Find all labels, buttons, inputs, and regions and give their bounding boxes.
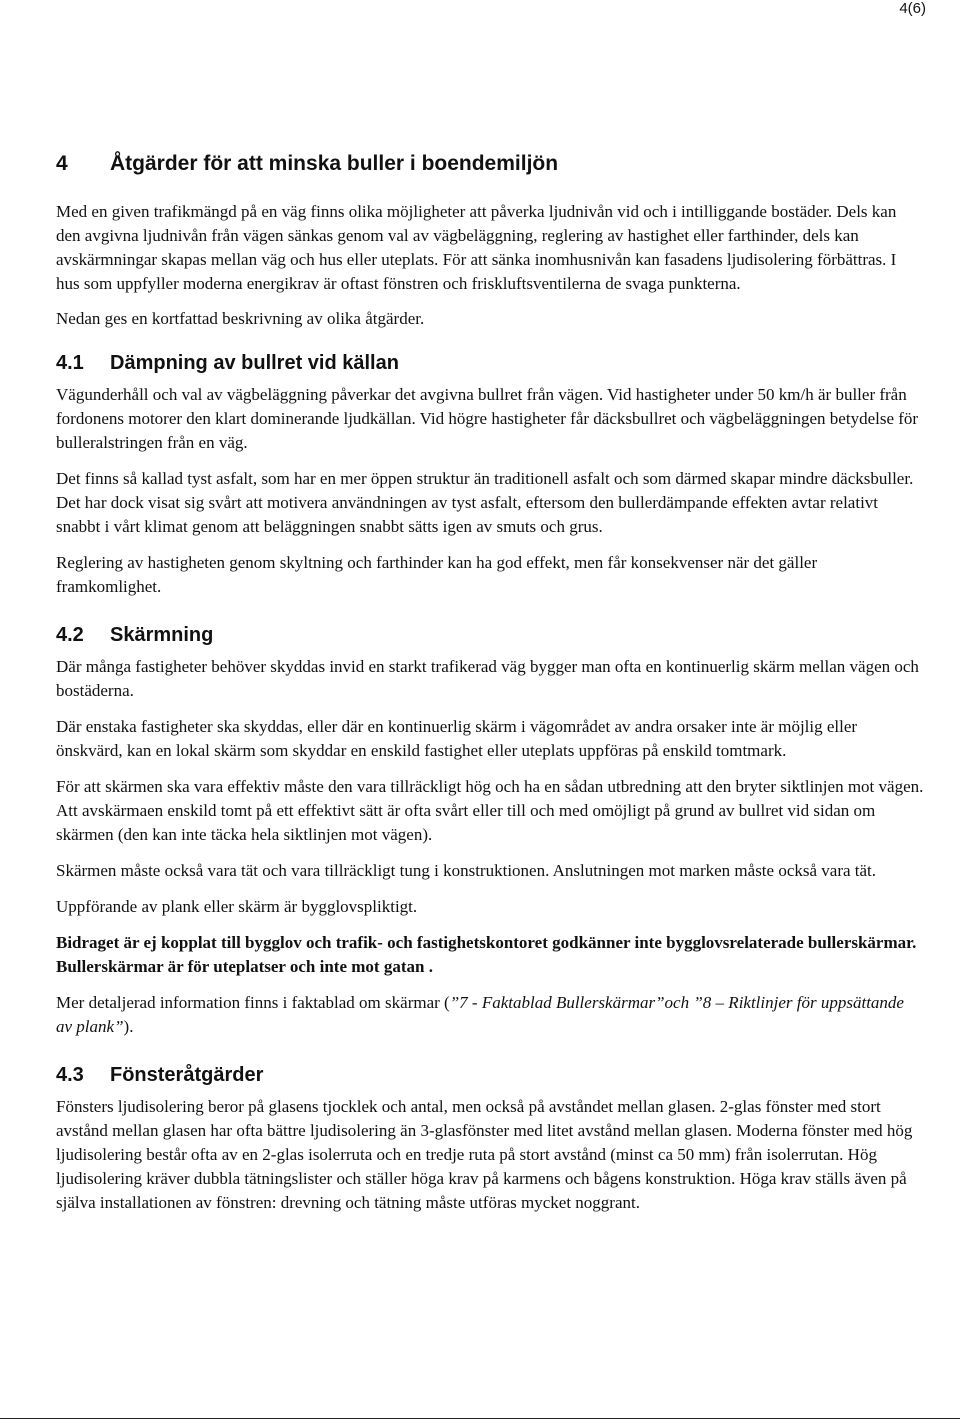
section-4-2-number: 4.2: [56, 624, 84, 646]
section-4-2-paragraph-6-bold: Bidraget är ej kopplat till bygglov och trafik- och fastighetskontoret godkänner inte bygglovsrelaterade bullerskärmar. Bullerskärmar är för uteplatser och inte mot gatan .: [56, 933, 917, 976]
document-body: [56, 150, 924, 1215]
section-4-1-number: 4.1: [56, 352, 84, 374]
faktablad-reference-prefix: Mer detaljerad information finns i faktablad om skärmar (: [56, 993, 450, 1012]
section-4-title: Åtgärder för att minska buller i boendemiljön: [110, 152, 559, 175]
section-4-2-title: Skärmning: [110, 624, 214, 646]
section-4-3-title: Fönsteråtgärder: [110, 1064, 264, 1086]
section-4-1-title: Dämpning av bullret vid källan: [110, 352, 399, 374]
section-4-paragraph-1: Med en given trafikmängd på en väg finns olika möjligheter att påverka ljudnivån vid och i intilliggande bostäder. Dels kan den avgivna ljudnivån från vägen sänkas genom val av vägbeläggning, reglering av hastighet eller farthinder, dels kan avskärmningar skapas mellan väg och hus eller uteplats. För att sänka inomhusnivån kan fasadens ljudisolering förbättras. I hus som uppfyller moderna energikrav är oftast fönstren och friskluftsventilerna de svaga punkterna.: [56, 202, 897, 293]
section-4-1-heading: [56, 349, 924, 377]
section-4-number: 4: [56, 152, 68, 175]
section-4-2-paragraph-5: Uppförande av plank eller skärm är bygglovspliktigt.: [56, 897, 418, 916]
faktablad-reference-suffix: ).: [123, 1017, 134, 1036]
section-4-3-number: 4.3: [56, 1064, 84, 1086]
section-4-2-paragraph-4: Skärmen måste också vara tät och vara tillräckligt tung i konstruktionen. Anslutningen mot marken måste också vara tät.: [56, 861, 877, 880]
section-4-3-heading: [56, 1061, 924, 1089]
section-4-heading: [56, 150, 924, 178]
section-4-paragraph-2: Nedan ges en kortfattad beskrivning av olika åtgärder.: [56, 309, 425, 328]
section-4-2-paragraph-7: [56, 991, 924, 1039]
section-4-1-paragraph-3: Reglering av hastigheten genom skyltning och farthinder kan ha god effekt, men får konsekvenser när det gäller framkomlighet.: [56, 553, 818, 596]
section-4-2-heading: [56, 621, 924, 649]
section-4-1-paragraph-1: Vägunderhåll och val av vägbeläggning påverkar det avgivna bullret från vägen. Vid hastigheter under 50 km/h är buller från fordonens motorer den klart dominerande ljudkällan. Vid högre hastigheter får däcksbullret och vägbeläggningen betydelse för bulleralstringen från en väg.: [56, 385, 919, 452]
faktablad-reference-titles: ”7 - Faktablad Bullerskärmar”och ”8 – Riktlinjer för uppsättande av plank”: [56, 993, 904, 1036]
section-4-2-paragraph-2: Där enstaka fastigheter ska skyddas, eller där en kontinuerlig skärm i vägområdet av andra orsaker inte är möjlig eller önskvärd, kan en lokal skärm som skyddar en enskild fastighet eller uteplats uppföras på enskild tomtmark.: [56, 717, 858, 760]
page-number: 4(6): [899, 0, 926, 17]
section-4-3-paragraph-1: Fönsters ljudisolering beror på glasens tjocklek och antal, men också på avståndet mellan glasen. 2-glas fönster med stort avstånd mellan glasen har ofta bättre ljudisolering än 3-glasfönster med litet avstånd mellan glasen. Moderna fönster med hög ljudisolering består ofta av en 2-glas isolerruta och en tredje ruta på stort avstånd (minst ca 50 mm) från isolerrutan. Hög ljudisolering kräver dubbla tätningslister och ställer höga krav på karmens och bågens konstruktion. Höga krav ställs även på själva installationen av fönstren: drevning och tätning måste utföras mycket noggrant.: [56, 1097, 913, 1212]
section-4-2-paragraph-1: Där många fastigheter behöver skyddas invid en starkt trafikerad väg bygger man ofta en kontinuerlig skärm mellan vägen och bostäderna.: [56, 657, 919, 700]
page-bottom-rule: [0, 1418, 960, 1419]
section-4-2-paragraph-3: För att skärmen ska vara effektiv måste den vara tillräckligt hög och ha en sådan utbredning att den bryter siktlinjen mot vägen. Att avskärmaen enskild tomt på ett effektivt sätt är ofta svårt eller till och med omöjligt på grund av bullret vid sidan om skärmen (den kan inte täcka hela siktlinjen mot vägen).: [56, 777, 924, 844]
section-4-1-paragraph-2: Det finns så kallad tyst asfalt, som har en mer öppen struktur än traditionell asfalt och som därmed skapar mindre däcksbuller. Det har dock visat sig svårt att motivera användningen av tyst asfalt, eftersom den bullerdämpande effekten avtar relativt snabbt i vårt klimat genom att beläggningen snabbt sätts igen av smuts och grus.: [56, 469, 914, 536]
